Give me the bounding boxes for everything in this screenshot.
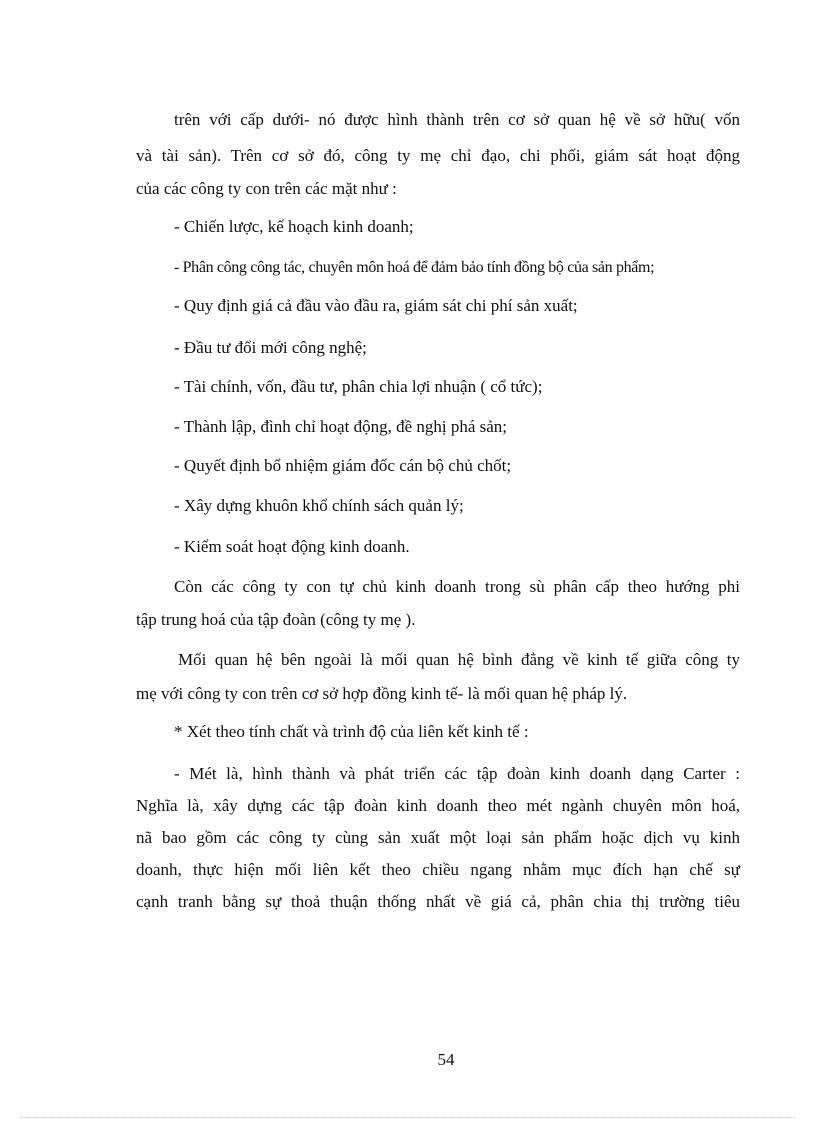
paragraph-2-line-2: tập trung hoá của tập đoàn (công ty mẹ ). [136,610,416,629]
list-item: - Chiến lược, kế hoạch kinh doanh; [174,217,414,236]
list-item: - Quy định giá cả đầu vào đầu ra, giám sát chi phí sản xuất; [174,296,578,315]
page-number: 54 [437,1050,455,1069]
list-item: - Kiểm soát hoạt động kinh doanh. [174,537,410,556]
paragraph-4-line-4: doanh, thực hiện mối liên kết theo chiều ngang nhằm mục đích hạn chế sự [136,860,740,879]
paragraph-3-line-2: mẹ với công ty con trên cơ sở hợp đồng kinh tế- là mối quan hệ pháp lý. [136,684,628,703]
list-item: - Xây dựng khuôn khổ chính sách quản lý; [174,496,464,515]
paragraph-1-line-1: trên với cấp dưới- nó được hình thành trên cơ sở quan hệ về sở hữu( vốn [174,110,740,129]
section-heading: * Xét theo tính chất và trình độ của liên kết kinh tế : [174,722,529,741]
list-item: - Thành lập, đình chỉ hoạt động, đề nghị phá sản; [174,417,508,436]
paragraph-4-line-3: nã bao gồm các công ty cùng sản xuất một loại sản phẩm hoặc dịch vụ kinh [136,828,740,847]
paragraph-1-line-2: và tài sản). Trên cơ sở đó, công ty mẹ chỉ đạo, chi phối, giám sát hoạt động [136,146,740,165]
paragraph-3-line-1: Mối quan hệ bên ngoài là mối quan hệ bình đẳng về kinh tế giữa công ty [178,650,740,669]
paragraph-1-line-3: của các công ty con trên các mặt như : [136,179,397,198]
list-item: - Quyết định bổ nhiệm giám đốc cán bộ chủ chốt; [174,456,512,475]
paragraph-4-line-2: Nghĩa là, xây dựng các tập đoàn kinh doanh theo mét ngành chuyên môn hoá, [136,796,740,815]
list-item: - Đầu tư đổi mới công nghệ; [174,338,367,357]
list-item: - Phân công công tác, chuyên môn hoá để đảm bảo tính đồng bộ của sản phẩm; [174,259,655,276]
list-item: - Tài chính, vốn, đầu tư, phân chia lợi nhuận ( cổ tức); [174,377,543,396]
paragraph-4-line-5: cạnh tranh bằng sự thoả thuận thống nhất về giá cả, phân chia thị trường tiêu [136,892,740,911]
paragraph-4-line-1: - Mét là, hình thành và phát triển các tập đoàn kinh doanh dạng Carter : [174,764,740,783]
paragraph-2-line-1: Còn các công ty con tự chủ kinh doanh trong sù phân cấp theo hướng phi [174,577,740,596]
page-bottom-divider [20,1117,796,1118]
